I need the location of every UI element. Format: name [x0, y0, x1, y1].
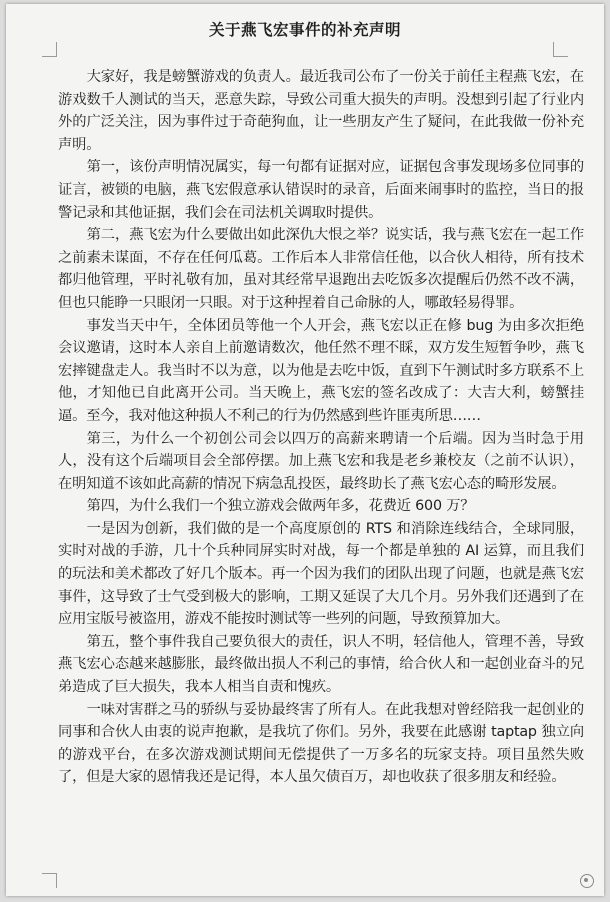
document-title: 关于燕飞宏事件的补充声明	[208, 21, 401, 39]
corner-mark	[42, 873, 57, 888]
paragraph: 第三，为什么一个初创公司会以四万的高薪来聘请一个后端。因为当时急于用人，没有这个后端项目会全部停摆。加上燕飞宏和我是老乡兼校友（之前不认识），在明知道不该如此高薪的情况下病急乱投医，最终助长了燕飞宏心态的畸形发展。	[58, 430, 584, 492]
paragraph: 事发当天中午，全体团员等他一个人开会，燕飞宏以正在修 bug 为由多次拒绝会议邀请，这时本人亲自上前邀请数次，他任然不理不睬，双方发生短暂争吵，燕飞宏摔键盘走人。我当时不以为意，以为他是去吃中饭，直到下午测试时多方联系不上他，才知他已自此离开公司。当天晚上，燕飞宏的签名改成了：大吉大利，螃蟹挂逼。至今，我对他这种损人不利己的行为仍然感到些许匪夷所思……	[58, 317, 584, 424]
paragraph: 一味对害群之马的骄纵与妥协最终害了所有人。在此我想对曾经陪我一起创业的同事和合伙人由衷的说声抱歉，是我坑了你们。另外，我要在此感谢 taptap 独立向的游戏平台，在多次游戏测试期间无偿提供了一万多名的玩家支持。项目虽然失败了，但是大家的恩情我还是记得，本人虽欠债百万，却也收获了很多朋友和经验。	[58, 701, 584, 786]
paragraph: 第二，燕飞宏为什么要做出如此深仇大恨之举？说实话，我与燕飞宏在一起工作之前素未谋面，不存在任何瓜葛。工作后本人非常信任他，以合伙人相待，所有技术都归他管理，平时礼敬有加，虽对其经常早退跑出去吃饭多次提醒后仍然不改不满，但也只能睁一只眼闭一只眼。对于这种捏着自己命脉的人，哪敢轻易得罪。	[58, 227, 584, 311]
watermark	[580, 874, 594, 888]
document-page	[6, 4, 604, 896]
corner-mark	[42, 42, 57, 57]
watermark-icon	[580, 874, 594, 888]
paragraph: 第四，为什么我们一个独立游戏会做两年多，花费近 600 万？	[86, 498, 475, 515]
paragraph: 第一，该份声明情况属实，每一句都有证据对应，证据包含事发现场多位同事的证言，被锁的电脑，燕飞宏假意承认错误时的录音，后面来闹事时的监控，当日的报警记录和其他证据，我们会在司法机关调取时提供。	[58, 159, 584, 221]
paragraph: 第五，整个事件我自己要负很大的责任，识人不明，轻信他人，管理不善，导致燕飞宏心态越来越膨胀，最终做出损人不利己的事情，给合伙人和一起创业奋斗的兄弟造成了巨大损失，我本人相当自责和愧疚。	[58, 633, 584, 696]
paragraph: 一是因为创新，我们做的是一个高度原创的 RTS 和消除连线结合，全球同服，实时对战的手游，几十个兵种同屏实时对战，每一个都是单独的 AI 运算，而且我们的玩法和美术都改了好几个版本。再一个因为我们的团队出现了问题，也就是燕飞宏事件，这导致了士气受到极大的影响，工期又延误了大几个月。另外我们还遇到了在应用宝版号被盗用，游戏不能按时测试等一些列的问题，导致预算加大。	[58, 520, 584, 628]
document-body	[58, 66, 584, 789]
paragraph: 大家好，我是螃蟹游戏的负责人。最近我司公布了一份关于前任主程燕飞宏，在游戏数千人测试的当天，恶意失踪，导致公司重大损失的声明。没想到引起了行业内外的广泛关注，因为事件过于奇葩狗血，让一些朋友产生了疑问，在此我做一份补充声明。	[58, 69, 584, 153]
corner-mark	[553, 42, 568, 57]
